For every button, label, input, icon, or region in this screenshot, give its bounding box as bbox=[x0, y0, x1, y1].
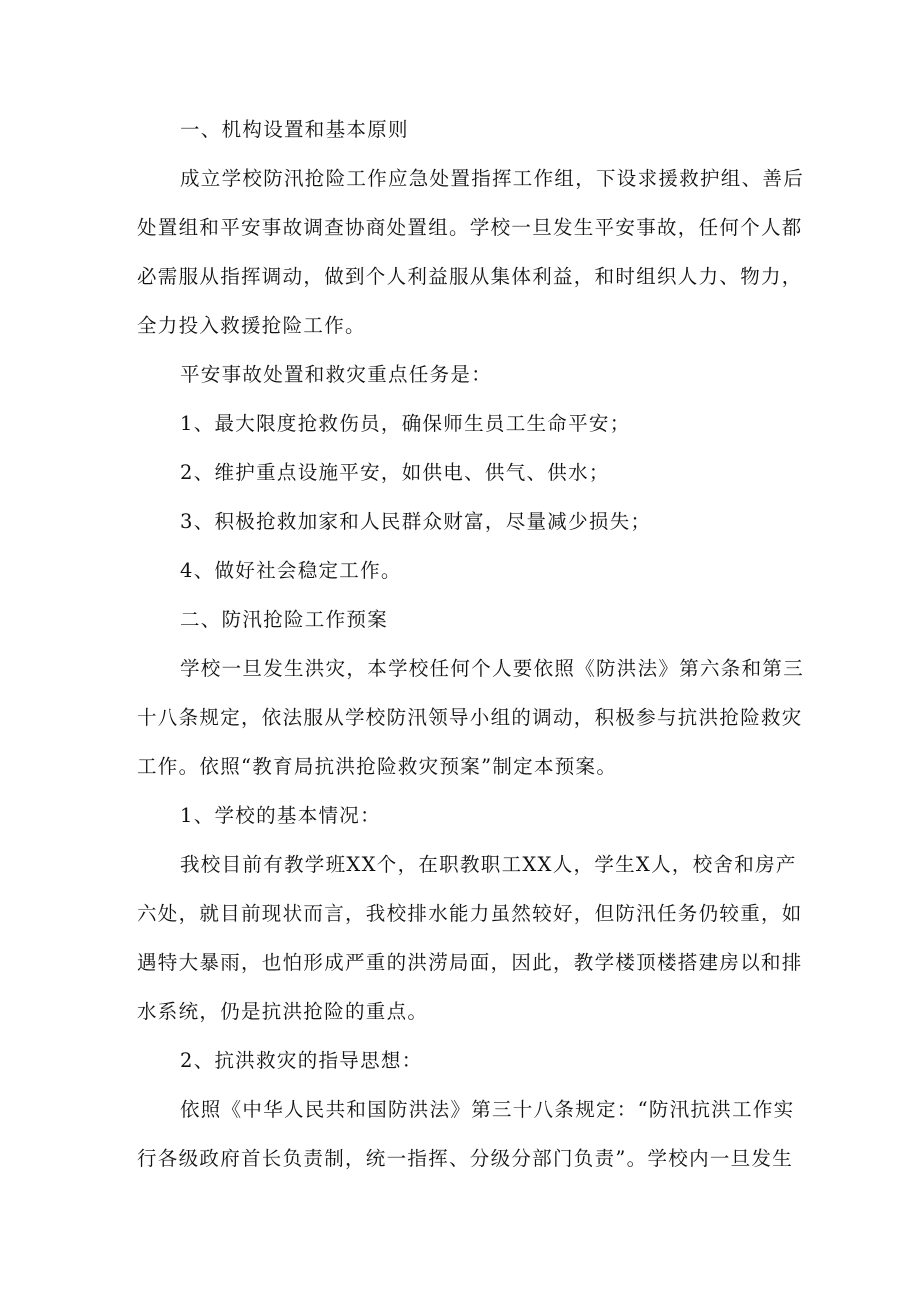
paragraph-line: 全力投入救援抢险工作。 bbox=[137, 314, 366, 337]
list-item: 1、最大限度抢救伤员，确保师生员工生命平安； bbox=[180, 412, 631, 435]
paragraph-line: 学校一旦发生洪灾，本学校任何个人要依照《防洪法》第六条和第三 bbox=[180, 657, 805, 680]
list-item: 2、维护重点设施平安，如供电、供气、供水； bbox=[180, 461, 610, 484]
subsection-heading: 2、抗洪救灾的指导思想： bbox=[180, 1049, 423, 1072]
paragraph-line: 处置组和平安事故调查协商处置组。学校一旦发生平安事故，任何个人都 bbox=[137, 216, 803, 239]
paragraph-line: 依照《中华人民共和国防洪法》第三十八条规定：“防汛抗洪工作实 bbox=[180, 1098, 795, 1121]
paragraph-line: 必需服从指挥调动，做到个人利益服从集体利益，和时组织人力、物力， bbox=[137, 265, 803, 288]
paragraph-line: 平安事故处置和救灾重点任务是： bbox=[180, 363, 493, 386]
section-heading-2: 二、防汛抢险工作预案 bbox=[180, 608, 389, 631]
paragraph-line: 我校目前有教学班XX个，在职教职工XX人，学生X人，校舍和房产 bbox=[180, 853, 797, 876]
list-item: 4、做好社会稳定工作。 bbox=[180, 559, 402, 582]
paragraph-line: 遇特大暴雨，也怕形成严重的洪涝局面，因此，教学楼顶楼搭建房以和排 bbox=[137, 951, 803, 974]
paragraph-line: 行各级政府首长负责制，统一指挥、分级分部门负责”。学校内一旦发生 bbox=[137, 1147, 794, 1170]
list-item: 3、积极抢救加家和人民群众财富，尽量减少损失； bbox=[180, 510, 652, 533]
subsection-heading: 1、学校的基本情况： bbox=[180, 804, 381, 827]
paragraph-line: 成立学校防汛抢险工作应急处置指挥工作组，下设求援救护组、善后 bbox=[180, 167, 805, 190]
paragraph-line: 十八条规定，依法服从学校防汛领导小组的调动，积极参与抗洪抢险救灾 bbox=[137, 706, 803, 729]
paragraph-line: 六处，就目前现状而言，我校排水能力虽然较好，但防汛任务仍较重，如 bbox=[137, 902, 803, 925]
paragraph-line: 水系统，仍是抗洪抢险的重点。 bbox=[137, 1000, 429, 1023]
paragraph-line: 工作。依照“教育局抗洪抢险救灾预案”制定本预案。 bbox=[137, 755, 618, 778]
section-heading-1: 一、机构设置和基本原则 bbox=[180, 118, 409, 141]
